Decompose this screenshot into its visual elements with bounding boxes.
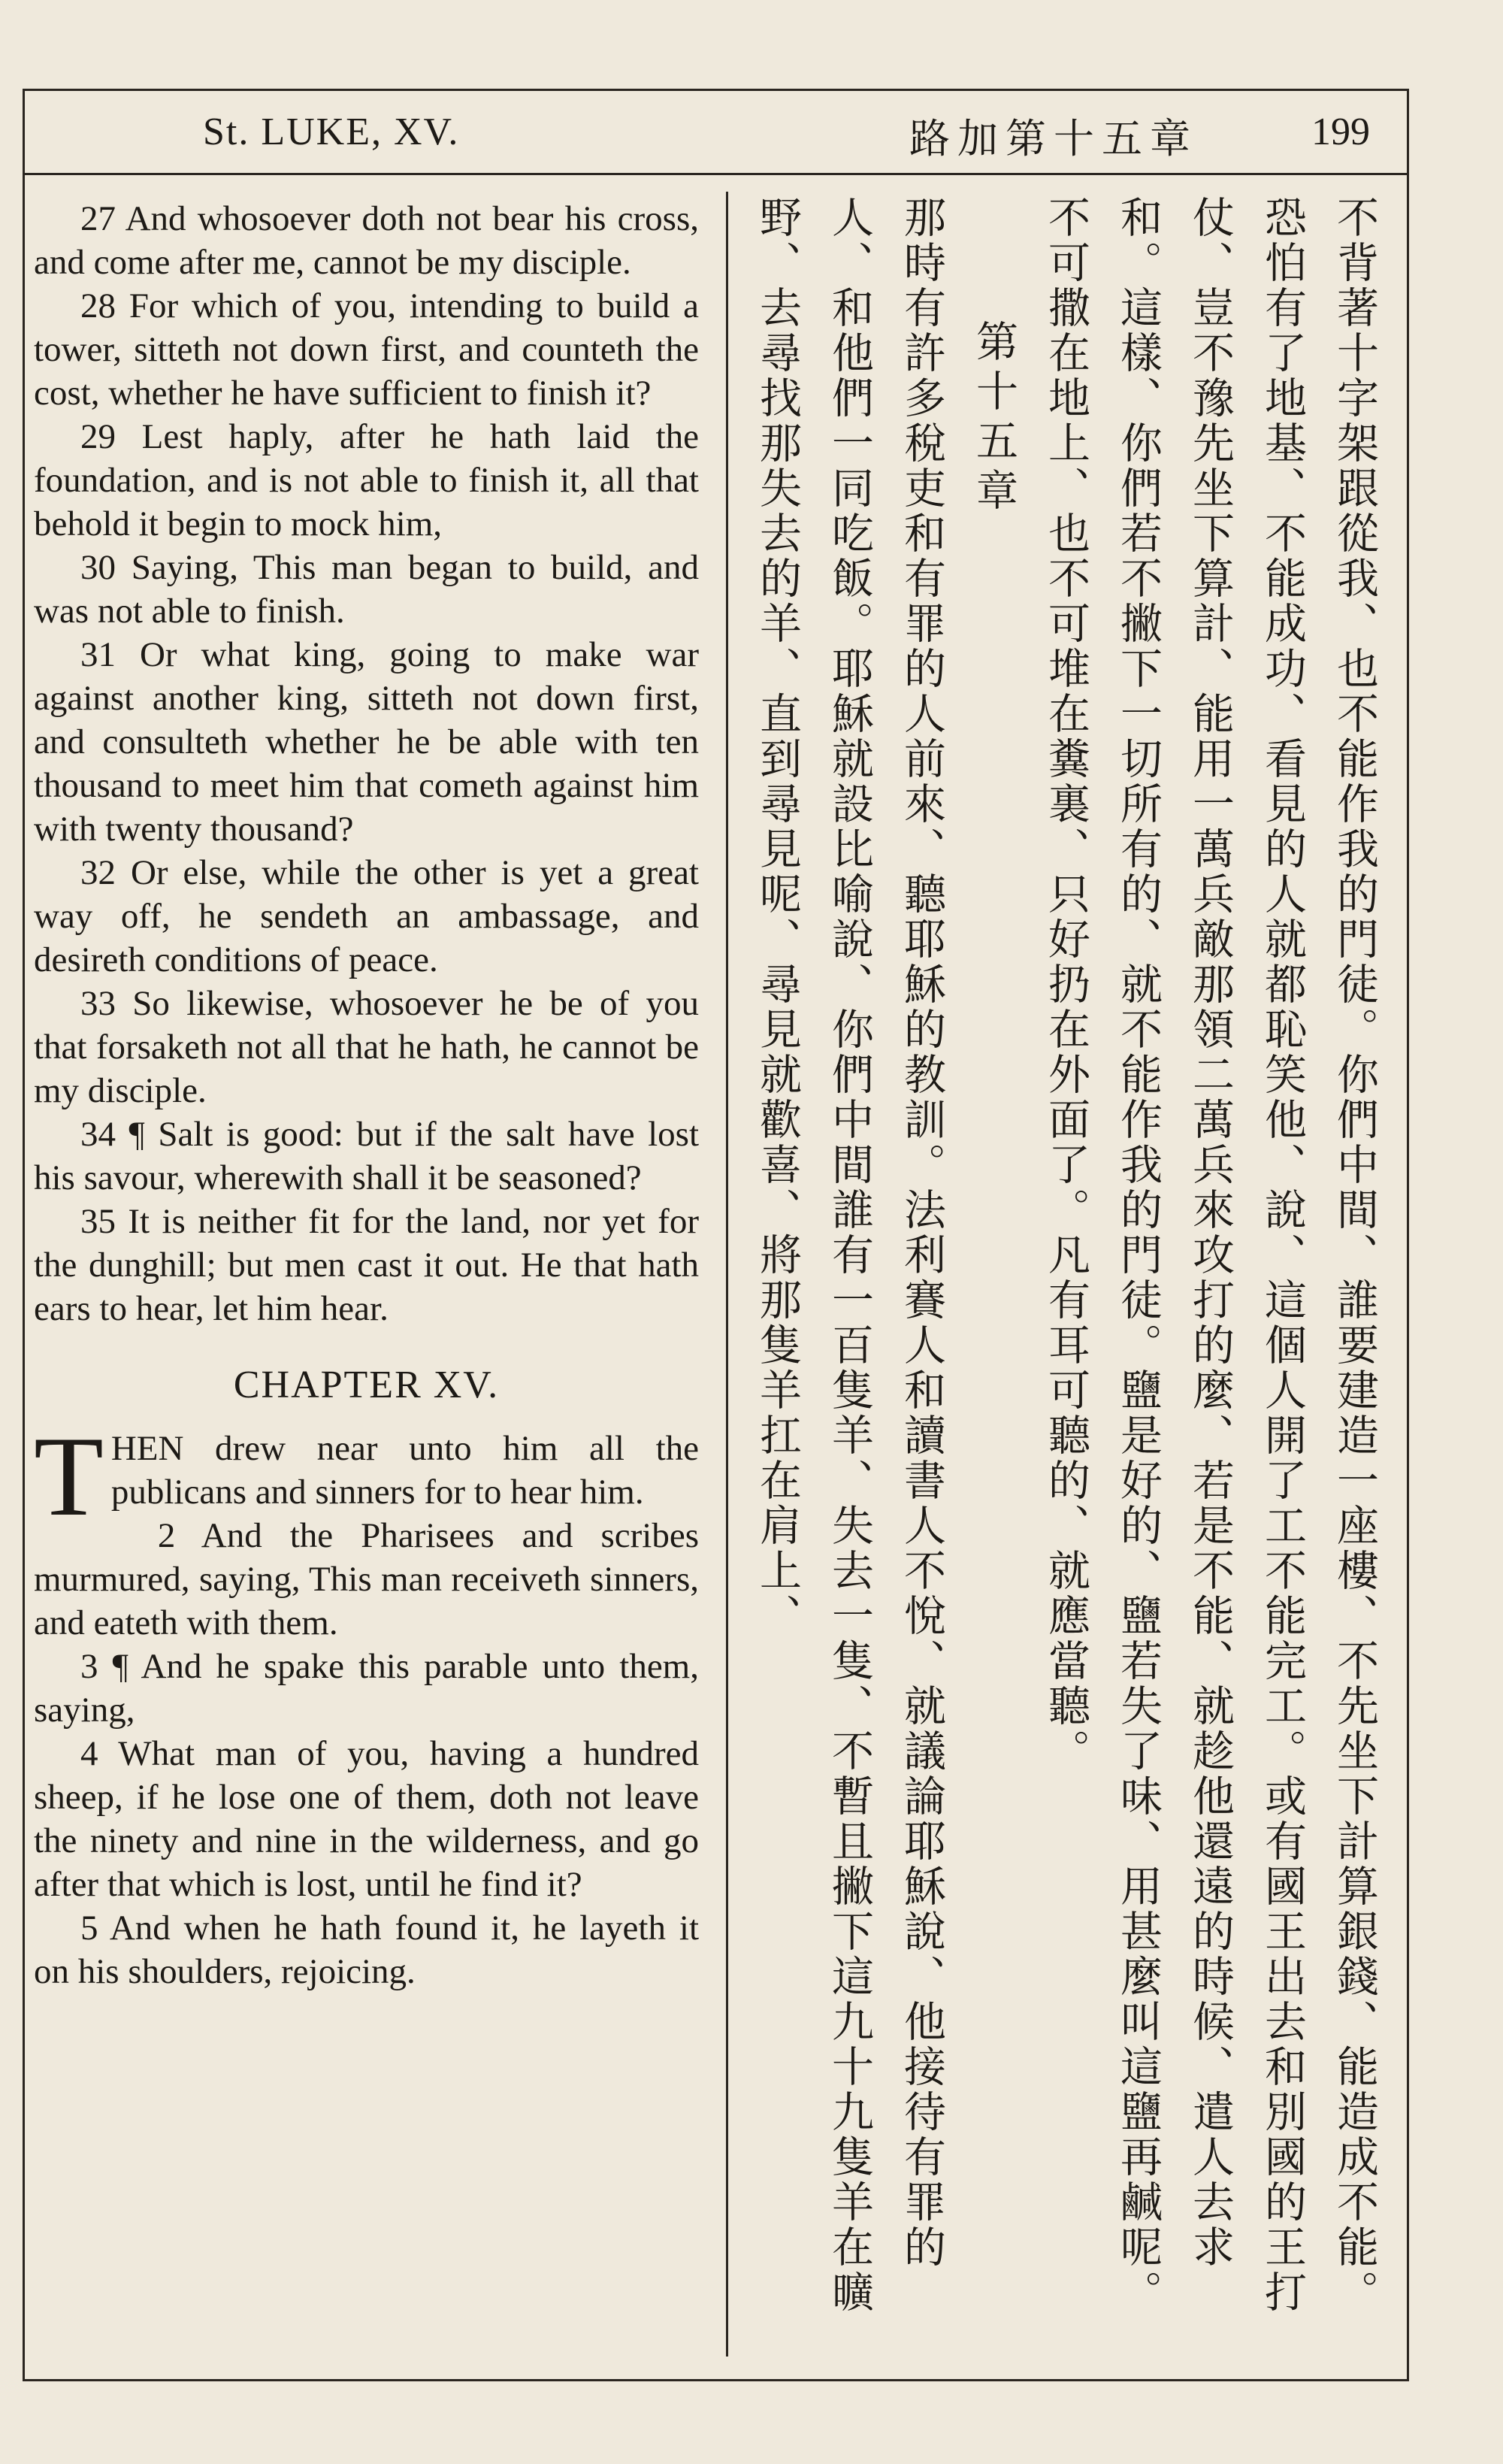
chinese-column <box>744 195 1390 2345</box>
chinese-text-before-chapter: 不背著十字架跟從我、也不能作我的門徒。你們中間、誰要建造一座樓、不先坐下計算銀錢、能造成不能。恐怕有了地基、不能成功、看見的人就都恥笑他、說、這個人開了工不能完工。或有國王出去和別國的王打仗、豈不豫先坐下算計、能用一萬兵敵那領二萬兵來攻打的麼、若是不能、就趁他還遠的時候、遣人去求和。這樣、你們若不撇下一切所有的、就不能作我的門徒。鹽是好的、鹽若失了味、用甚麼叫這鹽再鹹呢。不可撒在地上、也不可堆在糞裏、只好扔在外面了。凡有耳可聽的、就應當聽。 <box>1042 195 1379 2315</box>
chinese-running-title: 路加第十五章 <box>909 115 1198 162</box>
first-verse-text: HEN drew near unto him all the publicans and sinners for to hear him. <box>110 1429 699 1512</box>
chinese-text-after-chapter: 那時有許多稅吏和有罪的人前來、聽耶穌的教訓。法利賽人和讀書人不悅、就議論耶穌說、他接待有罪的人、和他們一同吃飯。耶穌就設比喻說、你們中間誰有一百隻羊、失去一隻、不暫且撇下這九十九隻羊在曠野、去尋找那失去的羊、直到尋見呢、尋見就歡喜、將那隻羊扛在肩上、 <box>753 195 946 2315</box>
chinese-chapter-heading: 第十五章 <box>969 319 1018 518</box>
chapter-heading: CHAPTER XV. <box>233 1364 500 1406</box>
english-running-title: St. LUKE, XV. <box>203 110 460 153</box>
first-verse-paragraph <box>34 1413 699 1539</box>
verse-paragraph: 34 ¶ Salt is good: but if the salt have lost his savour, wherewith shall it be seasoned? <box>34 1115 699 1197</box>
verse-paragraph: 4 What man of you, having a hundred sheep, if he lose one of them, doth not leave the ninety and nine in the wilderness, and go after that which is lost, until he find it? <box>34 1734 699 1904</box>
english-column <box>34 197 699 1993</box>
verse-paragraph: 35 It is neither fit for the land, nor yet for the dunghill; but men cast it out. He that hath ears to hear, let him hear. <box>34 1202 699 1328</box>
verse-paragraph: 32 Or else, while the other is yet a great way off, he sendeth an ambassage, and desireth conditions of peace. <box>34 853 699 979</box>
column-divider <box>726 192 728 2357</box>
verse-paragraph: 30 Saying, This man began to build, and was not able to finish. <box>34 548 699 631</box>
verse-paragraph: 33 So likewise, whosoever he be of you that forsaketh not all that he hath, he cannot be my disciple. <box>34 984 699 1110</box>
verse-paragraph: 29 Lest haply, after he hath laid the foundation, and is not able to finish it, all that behold it begin to mock him, <box>34 417 699 543</box>
verse-paragraph: 5 And when he hath found it, he layeth it on his shoulders, rejoicing. <box>34 1909 699 1991</box>
verse-paragraph: 31 Or what king, going to make war against another king, sitteth not down first, and consulteth whether he be able with ten thousand to meet him that cometh against him with twenty thousand? <box>34 635 699 849</box>
verse-paragraph: 28 For which of you, intending to build a tower, sitteth not down first, and counteth the cost, whether he have sufficient to finish it? <box>34 286 699 413</box>
verse-paragraph: 2 And the Pharisees and scribes murmured, saying, This man receiveth sinners, and eateth with them. <box>34 1516 699 1642</box>
page-header <box>23 89 1409 175</box>
verse-paragraph: 3 ¶ And he spake this parable unto them, saying, <box>34 1647 699 1730</box>
drop-cap-letter: T <box>34 1413 104 1539</box>
verse-paragraph: 27 And whosoever doth not bear his cross, and come after me, cannot be my disciple. <box>34 199 699 282</box>
page-number: 199 <box>1311 110 1370 153</box>
